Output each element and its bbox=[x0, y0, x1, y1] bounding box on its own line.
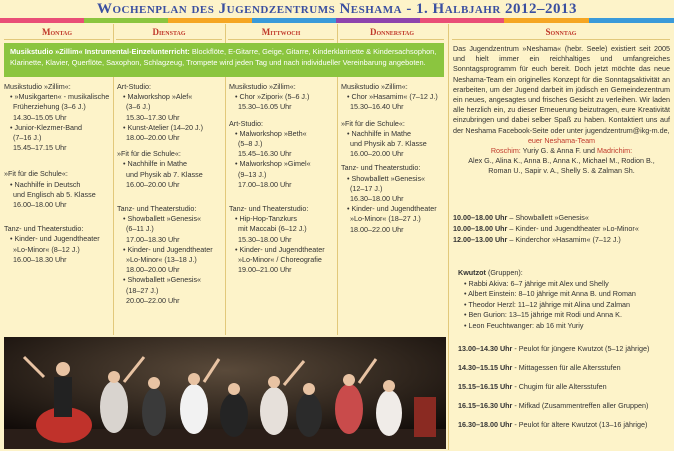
activity-time: 20.00–22.00 Uhr bbox=[126, 295, 180, 305]
sunday-intro-text: Das Jugendzentrum »Neshama« (hebr. Seele) existiert seit 2005 und hielt immer ein reichhaltiges und umfangreiches Sonntagsprogramm für euch bereit. Doch jetzt möchte das neue Neshama-Team ein originelles Konzept für die Sonntagsaktivität an erarbeiten, um der Jugend darbeit im jüdisch en Gemeindezentrum ein neues, angesagtes und frisches Gesicht zu verleihen. Wir laden alle herzlich ein, zu dieser Erneuerung beizutragen, eure Kreativität einzubringen und dabei selber Spaß zu haben. Kontaktiert uns auf der Neshama Facebook-Seite oder unter jugendzentrum@ikg-m.de, bbox=[453, 44, 670, 135]
schedule-time: 10.00–18.00 Uhr bbox=[453, 213, 508, 222]
kwutzot-groups bbox=[458, 268, 670, 332]
color-strip bbox=[336, 18, 420, 23]
kwutzot-label: Kwutzot bbox=[458, 268, 486, 277]
section-heading: Art-Studio: bbox=[229, 118, 263, 128]
color-strip bbox=[252, 18, 336, 23]
schedule-item bbox=[453, 212, 671, 223]
activity-detail: (3–6 J.) bbox=[126, 102, 151, 112]
schedule-time: 10.00–18.00 Uhr bbox=[453, 224, 508, 233]
section-heading: Tanz- und Theaterstudio: bbox=[229, 204, 309, 214]
activity-time: 17.00–18.00 Uhr bbox=[238, 179, 292, 189]
day-header-sunday: Sonntag bbox=[452, 25, 670, 40]
roschim-names: Yuriy G. & Anna F. und bbox=[520, 146, 597, 156]
sunday-schedule-b bbox=[458, 344, 670, 430]
section-heading: Tanz- und Theaterstudio: bbox=[4, 224, 84, 234]
activity-detail: »Lo-Minor« (8–12 J.) bbox=[13, 244, 80, 254]
activity-time: 15.30–16.40 Uhr bbox=[350, 102, 404, 112]
kwutzot-suffix: (Gruppen): bbox=[485, 268, 523, 277]
dancers-photo-graphic bbox=[4, 337, 446, 449]
activity: • Kunst-Atelier (14–20 J.) bbox=[123, 122, 204, 132]
schedule-text: - Peulot für ältere Kwutzot (13–16 jährige) bbox=[512, 420, 648, 429]
activity-time: 15.30–18.00 Uhr bbox=[238, 234, 292, 244]
section-heading: Tanz- und Theaterstudio: bbox=[341, 163, 421, 173]
color-strip bbox=[589, 18, 674, 23]
group-item: • Ben Gurion: 13–15 jährige mit Rodi und Anna K. bbox=[464, 310, 622, 320]
activity: • Malworkshop »Beth« bbox=[235, 128, 307, 138]
monday-column bbox=[4, 82, 112, 265]
madrichim-names: Roman U., Sapir v. A., Shelly S. & Zalman Sh. bbox=[488, 166, 635, 176]
activity-time: 15.45–16.30 Uhr bbox=[238, 149, 292, 159]
activity: • Kinder- und Jugendtheater bbox=[235, 244, 325, 254]
schedule-time: 13.00–14.30 Uhr bbox=[458, 344, 513, 353]
schedule-item bbox=[453, 234, 671, 245]
activity: • Malworkshop »Gimel« bbox=[235, 159, 311, 169]
activity: • Junior-Klezmer-Band bbox=[10, 122, 83, 132]
color-strip bbox=[504, 18, 589, 23]
color-strip bbox=[420, 18, 504, 23]
column-divider bbox=[448, 24, 449, 450]
page-title: Wochenplan des Jugendzentrums Neshama - 1. Halbjahr 2012–2013 bbox=[96, 1, 578, 17]
activity-time: 14.30–15.05 Uhr bbox=[13, 112, 67, 122]
sunday-schedule-a bbox=[453, 212, 671, 245]
activity-detail: (9–13 J.) bbox=[238, 169, 267, 179]
schedule-time: 15.15–16.15 Uhr bbox=[458, 382, 513, 391]
activity-detail: und Physik ab 7. Klasse bbox=[350, 139, 427, 149]
schedule-item bbox=[458, 401, 670, 411]
group-dance-photo bbox=[4, 337, 446, 449]
section-heading: Musikstudio »Zillim«: bbox=[341, 82, 408, 91]
activity-detail: (12–17 J.) bbox=[350, 183, 383, 193]
group-item: • Albert Einstein: 8–10 jährige mit Anna B. und Roman bbox=[464, 289, 636, 299]
activity-detail: und Englisch ab 5. Klasse bbox=[13, 189, 96, 199]
section-heading: Art-Studio: bbox=[117, 82, 151, 91]
section-heading: Musikstudio »Zillim«: bbox=[4, 82, 71, 91]
tuesday-column bbox=[117, 82, 225, 306]
schedule-item bbox=[458, 344, 670, 354]
roschim-label: Roschim: bbox=[490, 146, 521, 156]
section-heading: »Fit für die Schule«: bbox=[4, 169, 68, 179]
section-heading: Tanz- und Theaterstudio: bbox=[117, 204, 197, 214]
schedule-item bbox=[453, 223, 671, 234]
activity-detail: (5–8 J.) bbox=[238, 139, 263, 149]
activity: • Nachhilfe in Deutsch bbox=[10, 179, 81, 189]
schedule-text: - Peulot für jüngere Kwutzot (5–12 jährige) bbox=[512, 344, 650, 353]
banner-text: Blockflöte, E-Gitarre, Geige, Gitarre, Kinderklarinette & Kindersachsophon, Klarinette, Klavier, Querflöte, Saxophon, Schlagzeug, Trompete wird jeden Tag und nach individueller Vereinbarung angeboten. bbox=[10, 47, 437, 67]
group-item: • Leon Feuchtwanger: ab 16 mit Yuriy bbox=[464, 320, 584, 330]
section-heading: Musikstudio »Zillim«: bbox=[229, 82, 296, 91]
activity: • Chor »Hasamim« (7–12 J.) bbox=[347, 92, 438, 102]
activity-detail: und Physik ab 7. Klasse bbox=[126, 169, 203, 179]
activity-time: 19.00–21.00 Uhr bbox=[238, 265, 292, 275]
activity-time: 15.30–16.05 Uhr bbox=[238, 102, 292, 112]
schedule-text: - Mifkad (Zusammentreffen aller Gruppen) bbox=[512, 401, 649, 410]
activity: • Chor »Zipori« (5–6 J.) bbox=[235, 92, 310, 102]
schedule-time: 16.30–18.00 Uhr bbox=[458, 420, 513, 429]
activity-time: 15.45–17.15 Uhr bbox=[13, 143, 67, 153]
activity-time: 18.00–22.00 Uhr bbox=[350, 224, 404, 234]
activity-detail: (7–16 J.) bbox=[13, 133, 42, 143]
activity-time: 16.00–18.30 Uhr bbox=[13, 254, 67, 264]
day-header-tuesday: Dienstag bbox=[116, 25, 222, 40]
color-strip bbox=[0, 18, 84, 23]
activity-time: 16.30–18.00 Uhr bbox=[350, 194, 404, 204]
thursday-column bbox=[341, 82, 447, 235]
activity-time: 18.00–20.00 Uhr bbox=[126, 133, 180, 143]
activity: • Hip-Hop-Tanzkurs bbox=[235, 214, 298, 224]
section-heading: »Fit für die Schule«: bbox=[117, 149, 181, 159]
activity: • Nachhilfe in Mathe bbox=[123, 159, 188, 169]
day-header-wednesday: Mittwoch bbox=[228, 25, 334, 40]
activity: • Showballett »Genesis« bbox=[123, 275, 202, 285]
schedule-item bbox=[458, 420, 670, 430]
kwutzot-heading bbox=[458, 268, 670, 279]
schedule-text: - Mittagessen für alle Altersstufen bbox=[512, 363, 621, 372]
activity-detail: »Lo-Minor« (18–27 J.) bbox=[350, 214, 421, 224]
activity-detail: »Lo-Minor« / Choreografie bbox=[238, 255, 322, 265]
activity: • Showballett »Genesis« bbox=[347, 173, 426, 183]
madrichim-names: Alex G., Alina K., Anna B., Anna K., Michael M., Rodion B., bbox=[468, 156, 655, 166]
team-signature: euer Neshama-Team bbox=[527, 135, 596, 145]
activity: • Kinder- und Jugendtheater bbox=[123, 244, 213, 254]
schedule-text: – Showballett »Genesis« bbox=[507, 213, 589, 222]
instrument-lessons-banner bbox=[4, 43, 444, 77]
group-item: • Rabbi Akiva: 6–7 jährige mit Alex und Shelly bbox=[464, 278, 609, 288]
schedule-item bbox=[458, 382, 670, 392]
color-strip bbox=[168, 18, 252, 23]
day-header-monday: Montag bbox=[4, 25, 110, 40]
wednesday-column bbox=[229, 82, 337, 275]
day-header-thursday: Donnerstag bbox=[340, 25, 444, 40]
schedule-text: – Kinder- und Jugendtheater »Lo-Minor« bbox=[507, 224, 639, 233]
schedule-text: – Kinderchor »Hasamim« (7–12 J.) bbox=[507, 235, 621, 244]
schedule-time: 12.00–13.00 Uhr bbox=[453, 235, 508, 244]
activity-time: 17.00–18.30 Uhr bbox=[126, 234, 180, 244]
activity-detail: (18–27 J.) bbox=[126, 285, 159, 295]
schedule-time: 16.15–16.30 Uhr bbox=[458, 401, 513, 410]
schedule-item bbox=[458, 363, 670, 373]
activity: • Nachhilfe in Mathe bbox=[347, 128, 412, 138]
activity: • »Musikgarten« - musikalische bbox=[10, 92, 110, 102]
madrichim-label: Madrichim: bbox=[597, 146, 633, 156]
activity: • Malworkshop »Alef« bbox=[123, 92, 193, 102]
activity-time: 16.00–18.00 Uhr bbox=[13, 200, 67, 210]
activity-time: 15.30–17.30 Uhr bbox=[126, 112, 180, 122]
activity-detail: Früherziehung (3–6 J.) bbox=[13, 102, 86, 112]
activity: • Kinder- und Jugendtheater bbox=[347, 204, 437, 214]
group-item: • Theodor Herzl: 11–12 jährige mit Alina und Zalman bbox=[464, 299, 631, 309]
banner-lead: Musikstudio »Zillim« Instrumental-Einzelunterricht: bbox=[10, 47, 190, 56]
schedule-time: 14.30–15.15 Uhr bbox=[458, 363, 513, 372]
color-strip bbox=[84, 18, 168, 23]
activity-time: 16.00–20.00 Uhr bbox=[126, 179, 180, 189]
section-heading: »Fit für die Schule«: bbox=[341, 118, 405, 128]
sunday-intro bbox=[453, 44, 670, 177]
activity-time: 16.00–20.00 Uhr bbox=[350, 149, 404, 159]
activity: • Showballett »Genesis« bbox=[123, 214, 202, 224]
activity-time: 18.00–20.00 Uhr bbox=[126, 265, 180, 275]
activity: • Kinder- und Jugendtheater bbox=[10, 234, 100, 244]
roschim-line bbox=[453, 146, 670, 156]
schedule-text: - Chugim für alle Altersstufen bbox=[512, 382, 607, 391]
activity-detail: mit Maccabi (6–12 J.) bbox=[238, 224, 307, 234]
activity-detail: (6–11 J.) bbox=[126, 224, 154, 234]
activity-detail: »Lo-Minor« (13–18 J.) bbox=[126, 255, 197, 265]
